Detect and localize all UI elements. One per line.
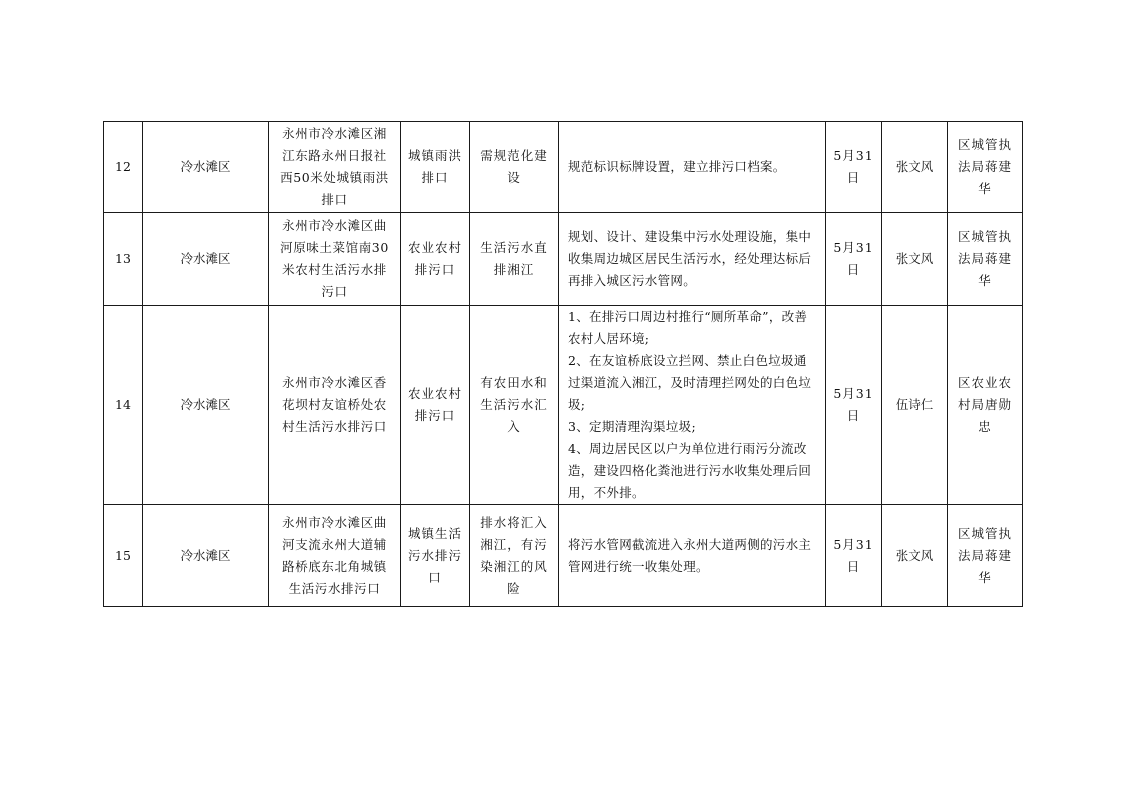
measure-cell	[559, 505, 826, 607]
responsible-unit-cell: 区农业农村局唐勋忠	[948, 306, 1023, 505]
responsible-person-cell: 张文风	[882, 213, 948, 306]
measure-item: 4、周边居民区以户为单位进行雨污分流改造，建设四格化粪池进行污水收集处理后回用，不外排。	[568, 441, 812, 500]
location-cell: 永州市冷水滩区曲河支流永州大道辅路桥底东北角城镇生活污水排污口	[269, 505, 401, 607]
responsible-person-cell: 张文风	[882, 122, 948, 213]
responsible-unit-cell: 区城管执法局蒋建华	[948, 505, 1023, 607]
district-cell: 冷水滩区	[143, 306, 269, 505]
problem-cell: 生活污水直排湘江	[470, 213, 559, 306]
row-number: 14	[104, 306, 143, 505]
outlet-type-cell: 城镇生活污水排污口	[401, 505, 470, 607]
measure-cell	[559, 213, 826, 306]
measure-item: 3、定期清理沟渠垃圾;	[568, 419, 696, 434]
outlet-type-cell: 农业农村排污口	[401, 213, 470, 306]
table-row	[104, 505, 1023, 607]
deadline-cell: 5月31日	[826, 213, 882, 306]
table-row	[104, 213, 1023, 306]
row-number: 13	[104, 213, 143, 306]
table-row	[104, 122, 1023, 213]
responsible-unit-cell: 区城管执法局蒋建华	[948, 213, 1023, 306]
measure-item: 规范标识标牌设置，建立排污口档案。	[568, 159, 786, 174]
district-cell: 冷水滩区	[143, 213, 269, 306]
outlet-type-cell: 农业农村排污口	[401, 306, 470, 505]
measure-cell	[559, 122, 826, 213]
deadline-cell: 5月31日	[826, 505, 882, 607]
location-cell: 永州市冷水滩区香花坝村友谊桥处农村生活污水排污口	[269, 306, 401, 505]
problem-cell: 需规范化建设	[470, 122, 559, 213]
responsible-person-cell: 伍诗仁	[882, 306, 948, 505]
responsible-unit-cell: 区城管执法局蒋建华	[948, 122, 1023, 213]
measure-cell	[559, 306, 826, 505]
deadline-cell: 5月31日	[826, 306, 882, 505]
row-number: 12	[104, 122, 143, 213]
district-cell: 冷水滩区	[143, 505, 269, 607]
problem-cell: 有农田水和生活污水汇入	[470, 306, 559, 505]
rectification-table	[103, 121, 1023, 607]
measure-item: 将污水管网截流进入永州大道两侧的污水主管网进行统一收集处理。	[568, 536, 812, 574]
responsible-person-cell: 张文风	[882, 505, 948, 607]
district-cell: 冷水滩区	[143, 122, 269, 213]
outlet-type-cell: 城镇雨洪排口	[401, 122, 470, 213]
deadline-cell: 5月31日	[826, 122, 882, 213]
table-row	[104, 306, 1023, 505]
row-number: 15	[104, 505, 143, 607]
measure-item: 规划、设计、建设集中污水处理设施，集中收集周边城区居民生活污水，经处理达标后再排入城区污水管网。	[568, 229, 812, 288]
location-cell: 永州市冷水滩区湘江东路永州日报社西50米处城镇雨洪排口	[269, 122, 401, 213]
measure-item: 1、在排污口周边村推行“厕所革命”，改善农村人居环境;	[568, 309, 808, 346]
problem-cell: 排水将汇入湘江，有污染湘江的风险	[470, 505, 559, 607]
location-cell: 永州市冷水滩区曲河原味土菜馆南30米农村生活污水排污口	[269, 213, 401, 306]
measure-item: 2、在友谊桥底设立拦网、禁止白色垃圾通过渠道流入湘江，及时清理拦网处的白色垃圾;	[568, 353, 812, 412]
